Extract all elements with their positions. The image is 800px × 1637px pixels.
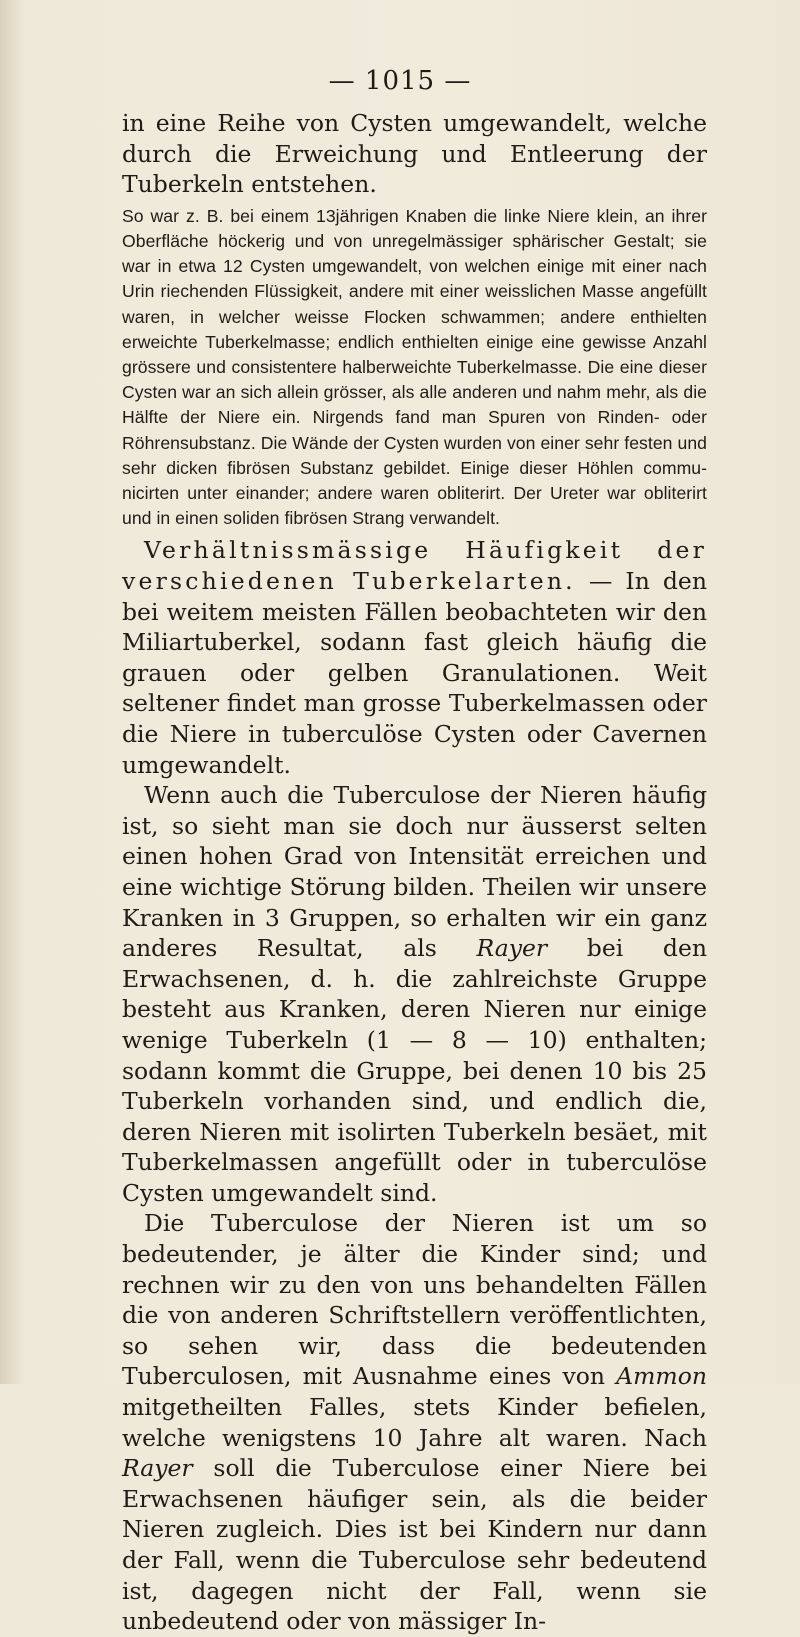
section-dash: —	[575, 567, 626, 596]
paragraph-text: soll die Tuberculose einer Niere bei Erwachsenen häufiger sein, als die beider Nieren zugleich. Dies ist bei Kindern nur dann der Fall, wenn die Tuberculose sehr bedeutend ist, dagegen nicht der Fall, wenn sie unbedeutend oder von mässiger In-	[122, 1454, 707, 1636]
text-column	[122, 108, 707, 1637]
author-name-ammon: Ammon	[616, 1362, 707, 1391]
section-text: In den bei weitem meisten Fällen beobachteten wir den Miliartuberkel, sodann fast gleich häufig die grauen oder gelben Granulationen. Weit seltener findet man grosse Tuberkelmassen oder die Niere in tuberculöse Cysten oder Cavernen umgewandelt.	[122, 567, 707, 779]
intro-paragraph: in eine Reihe von Cysten umgewandelt, welche durch die Erweichung und Entleerung der Tuberkeln entstehen.	[122, 109, 707, 199]
author-name-rayer: Rayer	[476, 934, 548, 963]
section-heading: Verhältnissmässige Häufigkeit der verschiedenen Tuberkelarten.	[122, 536, 707, 596]
page-gutter-shadow	[0, 0, 22, 1384]
author-name-rayer: Rayer	[122, 1454, 193, 1483]
age-paragraph	[122, 1208, 707, 1636]
paragraph-text: bei den Erwachsenen, d. h. die zahlreichste Gruppe besteht aus Kranken, deren Nieren nur einige wenige Tuberkeln (1 — 8 — 10) enthalten; sodann kommt die Gruppe, bei denen 10 bis 25 Tuberkeln vorhanden sind, und endlich die, deren Nieren mit isolirten Tuberkeln besäet, mit Tuberkelmassen angefüllt oder in tuberculöse Cysten umgewandelt sind.	[122, 934, 707, 1207]
paragraph-text: Die Tuberculose der Nieren ist um so bedeutender, je älter die Kinder sind; und rechnen wir zu den von uns behandelten Fällen die von anderen Schriftstellern veröffentlichten, so sehen wir, dass die bedeutenden Tuberculosen, mit Ausnahme eines von	[122, 1209, 707, 1391]
section-paragraph	[122, 535, 707, 780]
page-number: — 1015 —	[328, 66, 472, 96]
case-report-paragraph: So war z. B. bei einem 13jährigen Knaben die linke Niere klein, an ihrer Oberfläche höckerig und von unregelmässiger sphärischer Gestalt; sie war in etwa 12 Cysten umgewandelt, von welchen einige mit einer nach Urin riechenden Flüssigkeit, andere mit einer weisslichen Masse angefüllt waren, in welcher weisse Flocken schwammen; andere enthielten erweichte Tuberkelmasse; endlich enthielten einige eine gewisse Anzahl grössere und consistentere halberweichte Tuberkelmasse. Die eine dieser Cysten war an sich allein grösser, als alle anderen und nahm mehr, als die Hälfte der Niere ein. Nirgends fand man Spuren von Rinden- oder Röhrensubstanz. Die Wände der Cysten wurden von einer sehr festen und sehr dicken fibrösen Substanz gebildet. Einige dieser Höhlen communicirten unter einander; andere waren obliterirt. Der Ureter war obliterirt und in einen soliden fibrösen Strang verwandelt.	[122, 205, 707, 529]
paragraph-text: Wenn auch die Tuberculose der Nieren häufig ist, so sieht man sie doch nur äusserst selten einen hohen Grad von Intensität erreichen und eine wichtige Störung bilden. Theilen wir unsere Kranken in 3 Gruppen, so erhalten wir ein ganz anderes Resultat, als	[122, 781, 707, 963]
paragraph-text: mitgetheilten Falles, stets Kinder befielen, welche wenigstens 10 Jahre alt waren. Nach	[122, 1393, 707, 1452]
kidney-tuberculosis-paragraph	[122, 780, 707, 1208]
